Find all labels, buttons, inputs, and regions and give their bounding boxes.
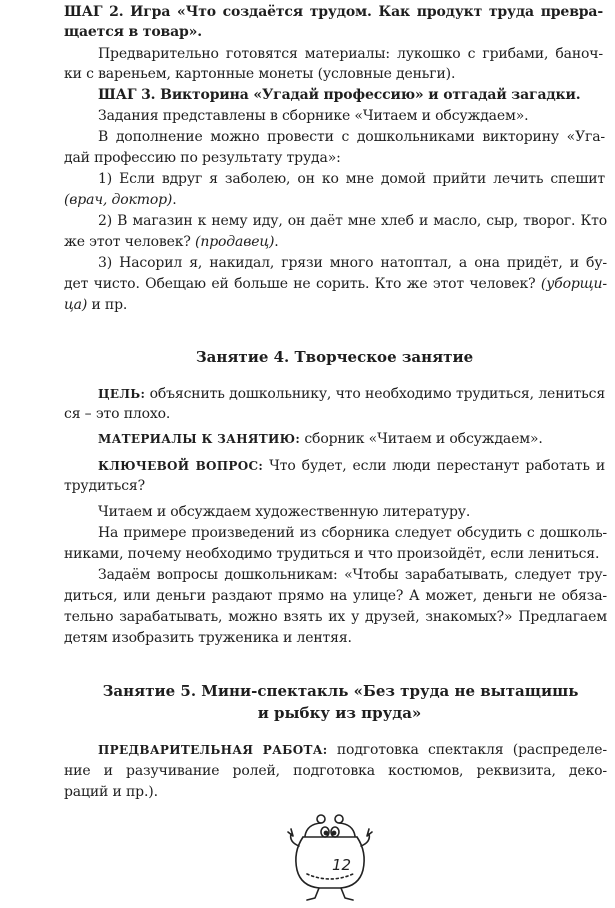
lesson4-p1: Читаем и обсуждаем художественную литературу.	[98, 504, 471, 520]
riddle3-answer-b: ца)	[64, 297, 88, 313]
lesson4-question-line2: трудиться?	[64, 478, 145, 494]
riddle3-line1: 3) Насорил я, накидал, грязи много натоптал, а она придёт, и бу-	[98, 255, 607, 271]
lesson5-prep-line2: ние и разучивание ролей, подготовка костюмов, реквизита, деко-	[64, 763, 607, 779]
page-number: 12	[332, 856, 352, 874]
goal-label: ЦЕЛЬ:	[98, 387, 146, 401]
step3-p1: Задания представлены в сборнике «Читаем и обсуждаем».	[98, 108, 529, 124]
riddle3-line3	[0, 295, 615, 315]
lesson4-p2-line2: никами, почему необходимо трудиться и что произойдёт, если лениться.	[64, 546, 600, 562]
step2-title-line1: ШАГ 2. Игра «Что создаётся трудом. Как продукт труда превра-	[64, 4, 603, 20]
prep-text: подготовка спектакля (распределе-	[327, 742, 608, 758]
step3-p2-line2: дай профессию по результату труда»:	[64, 150, 341, 166]
purse-mascot-illustration	[285, 812, 375, 904]
lesson4-p3-line1: Задаём вопросы дошкольникам: «Чтобы зарабатывать, следует тру-	[98, 567, 607, 583]
purse-mascot-icon	[285, 812, 375, 904]
lesson4-heading: Занятие 4. Творческое занятие	[195, 348, 474, 366]
riddle3-answer-a: (уборщи-	[540, 276, 607, 292]
question-text: Что будет, если люди перестанут работать и	[263, 458, 605, 474]
goal-text: объяснить дошкольнику, что необходимо трудиться, лениться	[145, 386, 605, 402]
step3-p2-line1: В дополнение можно провести с дошкольниками викторину «Уга-	[98, 129, 605, 145]
materials-text: сборник «Читаем и обсуждаем».	[300, 431, 543, 447]
lesson4-goal-line1	[0, 384, 605, 404]
lesson5-prep-line3: раций и пр.).	[64, 784, 158, 800]
lesson4-p3-line2: диться, или деньги раздают прямо на улице? А может, деньги не обяза-	[64, 588, 607, 604]
lesson5-prep-line1	[0, 740, 607, 760]
lesson4-p2-line1: На примере произведений из сборника следует обсудить с дошколь-	[98, 525, 607, 541]
lesson5-heading-line1: Занятие 5. Мини-спектакль «Без труда не вытащишь	[102, 682, 579, 700]
lesson4-goal-line2: ся – это плохо.	[64, 406, 171, 422]
riddle3-end: и пр.	[87, 297, 128, 313]
riddle2-line2	[0, 232, 615, 252]
lesson4-p3-line3: тельно зарабатывать, можно взять их у друзей, знакомых?» Предлагаем	[64, 609, 607, 625]
step2-text-line2: ки с вареньем, картонные монеты (условные деньги).	[64, 66, 456, 82]
step3-title: ШАГ 3. Викторина «Угадай профессию» и отгадай загадки.	[98, 87, 581, 103]
riddle1-answer: (врач, доктор)	[64, 192, 173, 208]
riddle1-end: .	[172, 192, 177, 208]
riddle1-line2	[0, 190, 615, 210]
materials-label: МАТЕРИАЛЫ К ЗАНЯТИЮ:	[98, 432, 301, 446]
riddle2-line1: 2) В магазин к нему иду, он даёт мне хлеб и масло, сыр, творог. Кто	[98, 213, 607, 229]
riddle2-text: же этот человек?	[64, 234, 191, 250]
riddle1-line1: 1) Если вдруг я заболею, он ко мне домой прийти лечить спешит	[98, 171, 605, 187]
lesson4-question-line1	[0, 456, 605, 476]
riddle2-answer: (продавец)	[195, 234, 275, 250]
lesson4-p3-line4: детям изобразить труженика и лентяя.	[64, 630, 352, 646]
question-label: КЛЮЧЕВОЙ ВОПРОС:	[98, 459, 264, 473]
prep-label: ПРЕДВАРИТЕЛЬНАЯ РАБОТА:	[98, 743, 328, 757]
step2-title-line2: щается в товар».	[64, 24, 202, 40]
lesson4-materials	[0, 429, 615, 449]
riddle3-text: дет чисто. Обещаю ей больше не сорить. Кто же этот человек?	[64, 276, 536, 292]
step2-text-line1: Предварительно готовятся материалы: лукошко с грибами, баноч-	[98, 46, 603, 62]
lesson5-heading-line2: и рыбку из пруда»	[257, 704, 422, 722]
riddle3-line2	[0, 274, 607, 294]
riddle2-end: .	[274, 234, 279, 250]
